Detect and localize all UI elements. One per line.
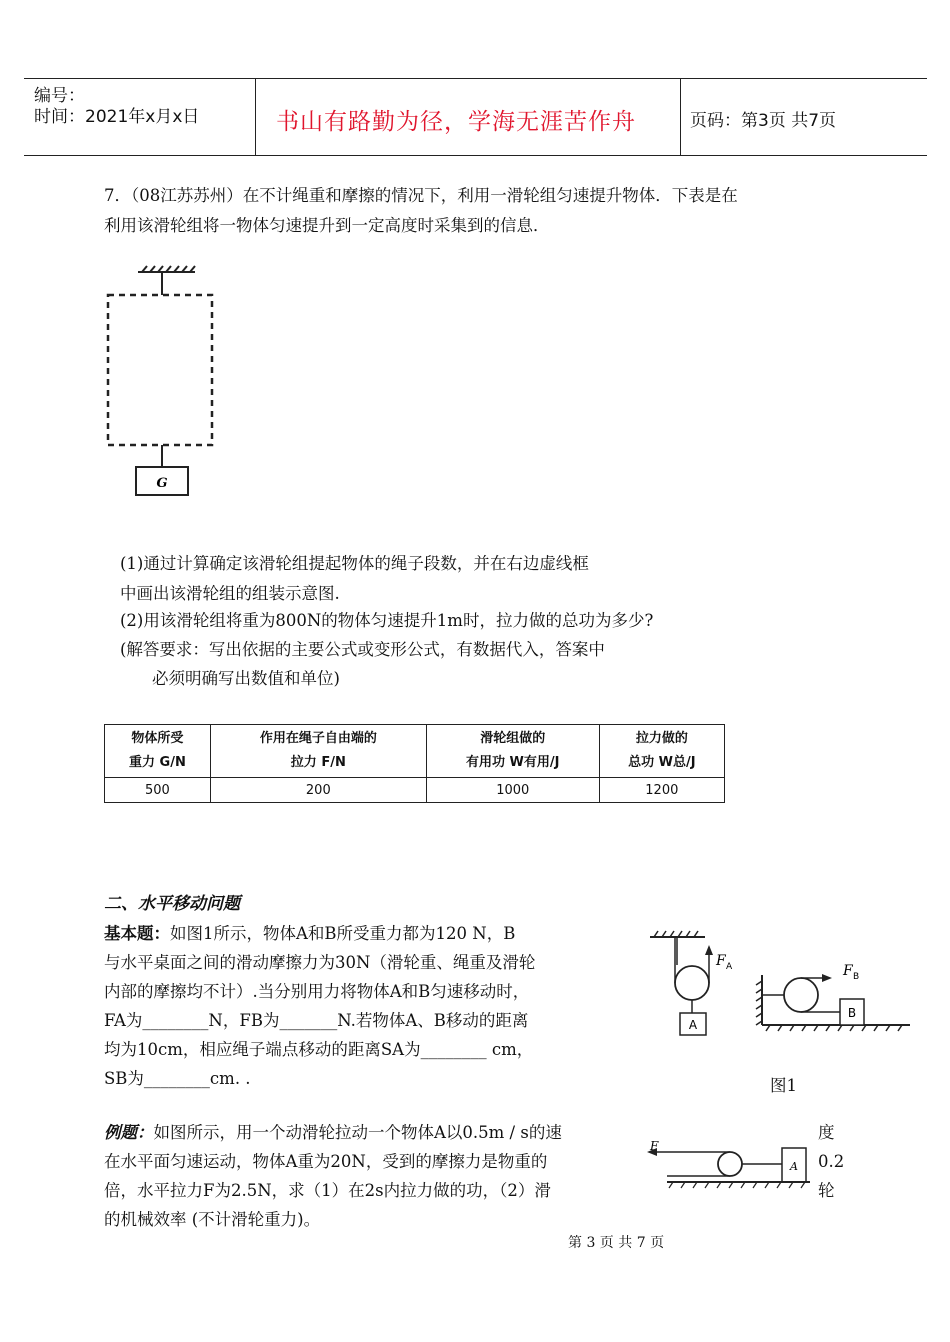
page-info: 页码：第3页 共7页: [690, 111, 837, 131]
figure1-caption: 图1: [770, 1076, 797, 1095]
q7-part1b: 中画出该滑轮组的组装示意图.: [120, 584, 340, 603]
table-cell: 500: [105, 778, 211, 803]
header-divider-left: [255, 78, 256, 155]
example-line1-right: 度: [818, 1123, 835, 1142]
ceiling-hatch: [138, 266, 195, 272]
basic-line6: SB为________cm. .: [104, 1069, 251, 1088]
header-motto: 书山有路勤为径，学海无涯苦作舟: [276, 109, 636, 135]
basic-line4: FA为________N，FB为_______N.若物体A、B移动的距离: [104, 1011, 529, 1030]
header-bottom-rule: [24, 155, 927, 156]
table-header-cell: 作用在绳子自由端的 拉力 F/N: [210, 725, 426, 778]
figure2-diagram: [645, 1138, 815, 1200]
dashed-drawing-box: [108, 295, 212, 445]
example-line3-right: 轮: [818, 1181, 835, 1200]
basic-line1: 基本题：如图1所示，物体A和B所受重力都为120 N，B: [104, 924, 516, 943]
svg-text:B: B: [847, 1006, 857, 1020]
example-line2: 在水平面匀速运动，物体A重为20N，受到的摩擦力是物重的: [104, 1152, 548, 1171]
q7-req-a: (解答要求：写出依据的主要公式或变形公式，有数据代入，答案中: [120, 640, 605, 659]
table-cell: 1000: [426, 778, 599, 803]
table-cell: 1200: [599, 778, 724, 803]
svg-text:F: F: [650, 1139, 659, 1153]
basic-line2: 与水平桌面之间的滑动摩擦力为30N（滑轮重、绳重及滑轮: [104, 953, 536, 972]
table-header-cell: 物体所受 重力 G/N: [105, 725, 211, 778]
svg-text:A: A: [726, 962, 733, 972]
pulley-frame-diagram: [100, 262, 230, 502]
svg-text:A: A: [688, 1018, 698, 1032]
pulley-moving: [718, 1152, 742, 1176]
table-header-cell: 拉力做的 总功 W总/J: [599, 725, 724, 778]
example-label: 例题：: [104, 1123, 154, 1142]
q7-line1: 7．（08江苏苏州）在不计绳重和摩擦的情况下，利用一滑轮组匀速提升物体．下表是在: [104, 186, 738, 205]
example-line1: 例题：如图所示，用一个动滑轮拉动一个物体A以0.5m / s的速: [104, 1123, 562, 1142]
example-line2-right: 0.2: [818, 1152, 845, 1171]
svg-text:B: B: [853, 972, 860, 982]
q7-part1a: (1)通过计算确定该滑轮组提起物体的绳子段数，并在右边虚线框: [120, 554, 589, 573]
q7-part2: (2)用该滑轮组将重为800N的物体匀速提升1m时，拉力做的总功为多少?: [120, 611, 654, 630]
svg-text:F: F: [843, 963, 853, 979]
pulley-data-table: [104, 724, 725, 803]
number-label: 编号：: [34, 86, 85, 106]
svg-text:A: A: [790, 1160, 798, 1173]
svg-text:F: F: [716, 953, 726, 969]
weight-label: G: [156, 476, 168, 491]
example-line3: 倍，水平拉力F为2.5N，求（1）在2s内拉力做的功，（2）滑: [104, 1181, 551, 1200]
header-top-rule: [24, 78, 927, 79]
basic-line3: 内部的摩擦均不计）.当分别用力将物体A和B匀速移动时，: [104, 982, 530, 1001]
pulley-a: [675, 966, 709, 1000]
example-line4: 的机械效率 (不计滑轮重力)。: [104, 1210, 321, 1229]
pulley-b: [784, 978, 818, 1012]
figure1-diagram: [640, 925, 920, 1045]
table-header-row: [105, 725, 725, 778]
table-row: [105, 778, 725, 803]
basic-line5: 均为10cm，相应绳子端点移动的距离SA为________ cm，: [104, 1040, 534, 1059]
q7-line2: 利用该滑轮组将一物体匀速提升到一定高度时采集到的信息．: [104, 216, 550, 235]
page-footer: 第 3 页 共 7 页: [568, 1235, 665, 1251]
header-divider-right: [680, 78, 681, 155]
table-header-cell: 滑轮组做的 有用功 W有用/J: [426, 725, 599, 778]
time-label: 时间：2021年x月x日: [34, 107, 200, 127]
section-title: 二、水平移动问题: [104, 894, 240, 914]
table-cell: 200: [210, 778, 426, 803]
basic-label: 基本题：: [104, 924, 170, 943]
q7-req-b: 必须明确写出数值和单位): [152, 669, 340, 688]
